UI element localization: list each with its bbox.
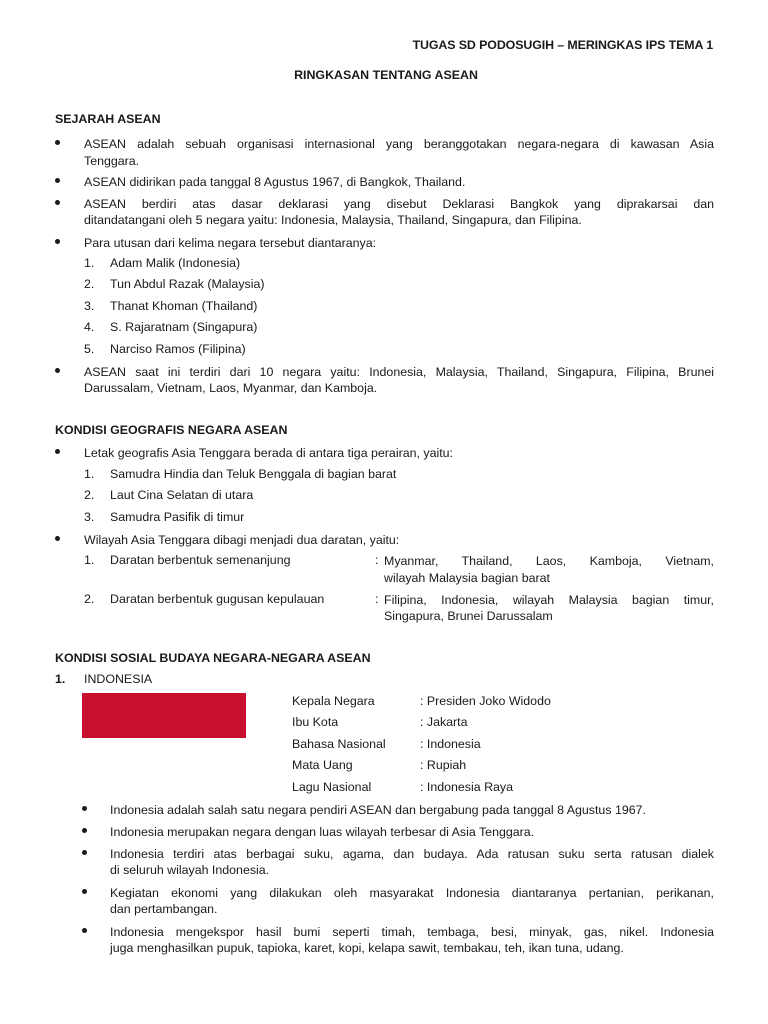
bullet-icon [82,924,87,938]
list-number: 1. [84,553,95,567]
bullet-text: ASEAN saat ini terdiri dari 10 negara yaitu: Indonesia, Malaysia, Thailand, Singapura, Filipina, Brunei [84,365,714,379]
indonesia-flag-white [82,738,246,783]
indonesia-flag-red [82,693,246,738]
info-value: : Indonesia [420,737,481,751]
bullet-icon [82,824,87,838]
section-heading-geografis: KONDISI GEOGRAFIS NEGARA ASEAN [55,423,288,437]
bullet-icon [55,532,63,546]
list-number: 2. [84,592,95,606]
section-heading-sosial: KONDISI SOSIAL BUDAYA NEGARA-NEGARA ASEAN [55,651,371,665]
list-number: 1. [84,256,95,270]
list-item: Thanat Khoman (Thailand) [110,299,258,313]
info-term: Kepala Negara [292,694,375,708]
land-term: Daratan berbentuk gugusan kepulauan [110,592,325,606]
land-colon: : [375,553,379,567]
bullet-icon [55,196,63,210]
bullet-icon [82,846,87,860]
bullet-icon [55,364,63,378]
info-term: Lagu Nasional [292,780,372,794]
country-name: INDONESIA [84,672,153,686]
bullet-text: Indonesia mengekspor hasil bumi seperti timah, tembaga, besi, minyak, gas, nikel. Indonesia [110,925,714,939]
bullet-icon [82,802,87,816]
land-value: Singapura, Brunei Darussalam [384,609,553,623]
list-number: 4. [84,320,95,334]
info-term: Mata Uang [292,758,353,772]
bullet-icon [55,136,63,150]
bullet-text: ASEAN adalah sebuah organisasi internasional yang beranggotakan negara-negara di kawasan Asia [84,137,714,151]
list-number: 5. [84,342,95,356]
list-item: Laut Cina Selatan di utara [110,488,254,502]
bullet-icon [55,174,63,188]
bullet-text: juga menghasilkan pupuk, tapioka, karet, kopi, kelapa sawit, tembakau, teh, ikan tuna, udang. [110,941,624,955]
bullet-text: dan pertambangan. [110,902,218,916]
bullet-text: ASEAN berdiri atas dasar deklarasi yang disebut Deklarasi Bangkok yang diprakarsai dan [84,197,714,211]
list-number: 3. [84,299,95,313]
bullet-text: Darussalam, Vietnam, Laos, Myanmar, dan Kamboja. [84,381,378,395]
bullet-icon [55,235,63,249]
bullet-text: ASEAN didirikan pada tanggal 8 Agustus 1967, di Bangkok, Thailand. [84,175,466,189]
bullet-text: Kegiatan ekonomi yang dilakukan oleh masyarakat Indonesia diantaranya pertanian, perikanan, [110,886,714,900]
info-term: Bahasa Nasional [292,737,386,751]
bullet-text: Letak geografis Asia Tenggara berada di antara tiga perairan, yaitu: [84,446,453,460]
info-value: : Jakarta [420,715,468,729]
list-number: 1. [84,467,95,481]
bullet-text: Para utusan dari kelima negara tersebut diantaranya: [84,236,377,250]
bullet-text: di seluruh wilayah Indonesia. [110,863,270,877]
bullet-text: ditandatangani oleh 5 negara yaitu: Indonesia, Malaysia, Thailand, Singapura, dan Filipina. [84,213,582,227]
land-value: Filipina, Indonesia, wilayah Malaysia bagian timur, [384,593,714,607]
country-number: 1. [55,672,66,686]
list-item: Tun Abdul Razak (Malaysia) [110,277,265,291]
land-colon: : [375,592,379,606]
info-value: : Rupiah [420,758,467,772]
land-value: Myanmar, Thailand, Laos, Kamboja, Vietnam, [384,554,714,568]
section-heading-sejarah: SEJARAH ASEAN [55,112,161,126]
bullet-text: Wilayah Asia Tenggara dibagi menjadi dua daratan, yaitu: [84,533,400,547]
bullet-text: Indonesia merupakan negara dengan luas wilayah terbesar di Asia Tenggara. [110,825,535,839]
bullet-text: Indonesia terdiri atas berbagai suku, agama, dan budaya. Ada ratusan suku serta ratusan dialek [110,847,714,861]
info-term: Ibu Kota [292,715,339,729]
bullet-icon [82,885,87,899]
land-term: Daratan berbentuk semenanjung [110,553,291,567]
list-item: Adam Malik (Indonesia) [110,256,241,270]
list-item: S. Rajaratnam (Singapura) [110,320,258,334]
list-item: Samudra Pasifik di timur [110,510,245,524]
document-title: RINGKASAN TENTANG ASEAN [294,68,478,82]
bullet-text: Indonesia adalah salah satu negara pendiri ASEAN dan bergabung pada tanggal 8 Agustus 1967. [110,803,646,817]
info-value: : Presiden Joko Widodo [420,694,551,708]
list-number: 2. [84,277,95,291]
page-header: TUGAS SD PODOSUGIH – MERINGKAS IPS TEMA 1 [412,38,713,52]
list-item: Narciso Ramos (Filipina) [110,342,246,356]
list-number: 3. [84,510,95,524]
bullet-icon [55,445,63,459]
bullet-text: Tenggara. [84,154,140,168]
list-item: Samudra Hindia dan Teluk Benggala di bagian barat [110,467,397,481]
land-value: wilayah Malaysia bagian barat [384,571,550,585]
info-value: : Indonesia Raya [420,780,513,794]
list-number: 2. [84,488,95,502]
